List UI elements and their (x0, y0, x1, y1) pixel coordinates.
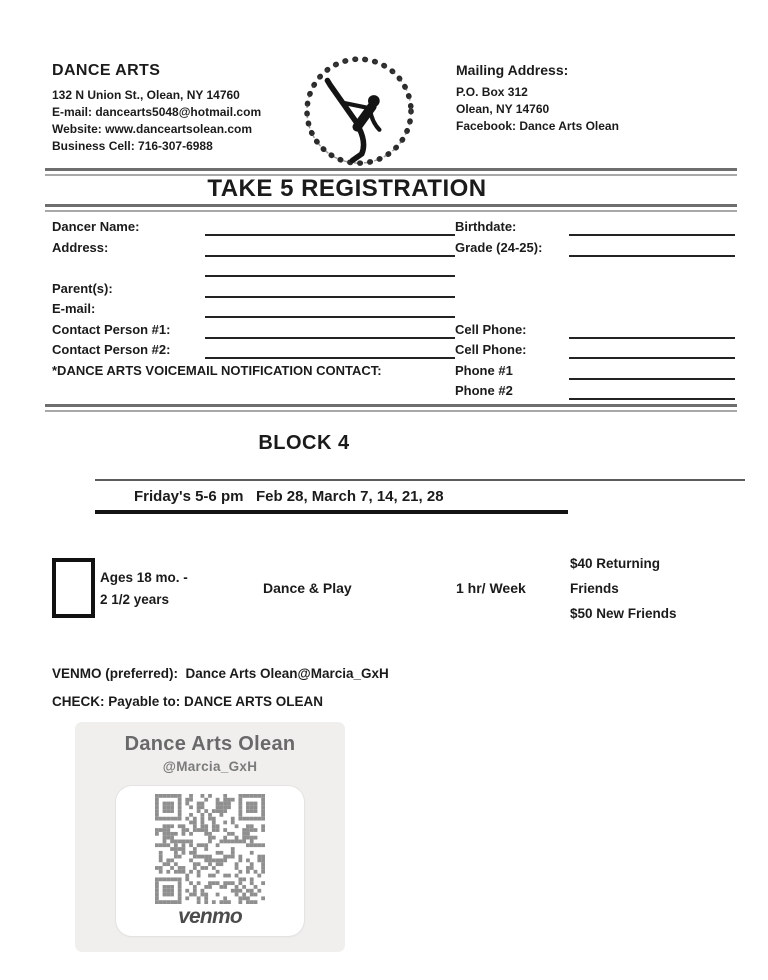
payment-check-line: CHECK: Payable to: DANCE ARTS OLEAN (52, 694, 324, 709)
studio-email: E-mail: dancearts5048@hotmail.com (52, 105, 262, 119)
class-ages-line1: Ages 18 mo. - (100, 570, 188, 585)
field-label-email: E-mail: (52, 301, 96, 316)
page-title: TAKE 5 REGISTRATION (207, 175, 487, 202)
dancer-logo-icon (293, 48, 425, 178)
schedule-text: Friday's 5-6 pm Feb 28, March 7, 14, 21, 28 (134, 488, 444, 505)
schedule-bottom-line (95, 510, 568, 514)
field-label-cell-phone-1: Cell Phone: (455, 321, 527, 337)
field-label-address: Address: (52, 239, 109, 255)
studio-website: Website: www.danceartsolean.com (52, 122, 253, 136)
registration-fields (52, 217, 735, 402)
studio-address: 132 N Union St., Olean, NY 14760 (52, 88, 240, 102)
mailing-address-title: Mailing Address: (456, 62, 569, 78)
write-line-phone-2 (569, 381, 735, 400)
divider-rule-bottom (45, 404, 737, 412)
payment-venmo-line: VENMO (preferred): Dance Arts Olean@Marcia_GxH (52, 666, 389, 681)
field-label-parents: Parent(s): (52, 280, 113, 296)
write-line-contact-1 (205, 320, 455, 339)
venmo-account-name: Dance Arts Olean (124, 733, 296, 755)
class-duration: 1 hr/ Week (456, 580, 526, 596)
class-name: Dance & Play (263, 580, 352, 596)
block-heading: BLOCK 4 (258, 432, 350, 454)
write-line-phone-1 (569, 361, 735, 380)
class-checkbox[interactable] (52, 558, 95, 618)
field-label-phone-1: Phone #1 (455, 362, 513, 378)
write-line-contact-2 (205, 340, 455, 359)
field-label-phone-2: Phone #2 (455, 383, 513, 398)
write-line-parents (205, 279, 455, 298)
write-line-cell-phone-2 (569, 340, 735, 359)
write-line-address-2 (205, 258, 455, 277)
schedule-top-line (95, 479, 745, 481)
venmo-handle: @Marcia_GxH (162, 759, 258, 774)
class-price-line1: $40 Returning (570, 556, 661, 571)
divider-rule-under-title (45, 204, 737, 212)
venmo-wordmark: venmo (178, 904, 242, 928)
class-ages (100, 567, 188, 611)
venmo-qr-card (75, 722, 345, 952)
mailing-po-box: P.O. Box 312 (456, 85, 528, 99)
mailing-facebook: Facebook: Dance Arts Olean (456, 119, 619, 133)
studio-info-block (52, 62, 307, 155)
write-line-cell-phone-1 (569, 320, 735, 339)
write-line-address-1 (205, 238, 455, 257)
class-price-line3: $50 New Friends (570, 606, 677, 621)
voicemail-notification-note: *DANCE ARTS VOICEMAIL NOTIFICATION CONTACT: (52, 362, 382, 378)
class-price-line2: Friends (570, 581, 619, 596)
class-ages-line2: 2 1/2 years (100, 592, 170, 607)
field-label-cell-phone-2: Cell Phone: (455, 342, 527, 357)
write-line-dancer-name (205, 217, 455, 236)
class-price (570, 551, 677, 626)
field-label-contact-2: Contact Person #2: (52, 342, 171, 357)
mailing-address-block (456, 62, 716, 135)
field-label-dancer-name: Dancer Name: (52, 219, 140, 234)
write-line-grade (569, 238, 735, 257)
field-label-contact-1: Contact Person #1: (52, 321, 171, 337)
qr-code-panel (116, 786, 304, 936)
studio-name: DANCE ARTS (52, 62, 161, 79)
write-line-email (205, 299, 455, 318)
mailing-city: Olean, NY 14760 (456, 102, 550, 116)
studio-phone: Business Cell: 716-307-6988 (52, 139, 213, 153)
qr-code-icon (155, 794, 265, 904)
field-label-grade: Grade (24-25): (455, 239, 543, 255)
write-line-birthdate (569, 217, 735, 236)
field-label-birthdate: Birthdate: (455, 219, 517, 234)
